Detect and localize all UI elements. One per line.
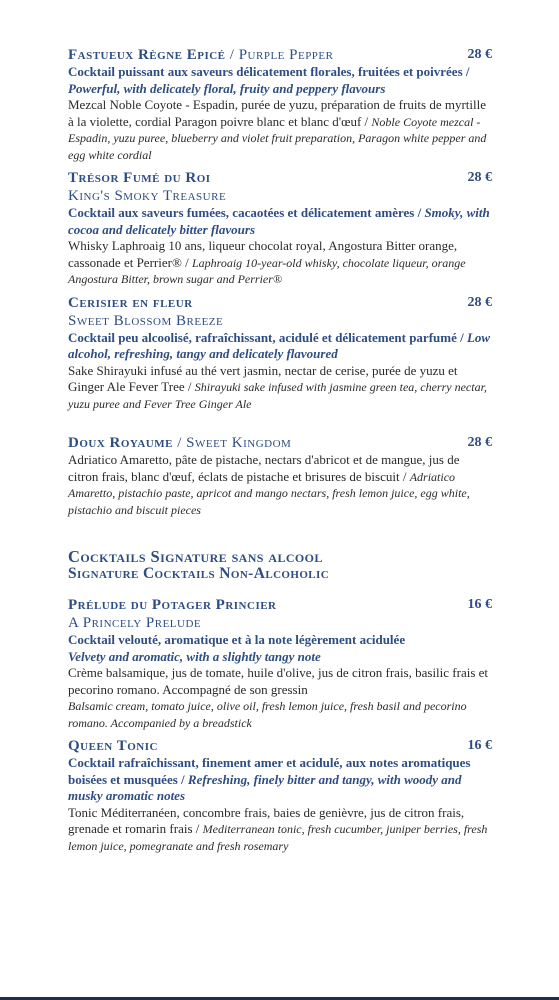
section-title-en: Signature Cocktails Non-Alcoholic [68, 565, 330, 582]
ing-fr: Mezcal Noble Coyote - Espadin, purée de yuzu, préparation de fruits de myrtille à la violette, cordial Paragon poivre blanc et blanc d'œuf [68, 97, 487, 129]
section-title-fr: Cocktails Signature sans alcool [68, 547, 323, 566]
ing-en: Noble Coyote mezcal - Espadin, yuzu puree, blueberry and violet fruit preparation, Paragon white pepper and egg white cordial [68, 114, 487, 162]
item-name-en: Sweet Kingdom [186, 435, 292, 451]
menu-item-kings-smoky-treasure [68, 169, 492, 288]
item-price: 16 € [467, 597, 492, 612]
menu-page [68, 46, 492, 860]
item-name-fr: Fastueux Règne Epicé [68, 47, 226, 63]
desc-en: Refreshing, finely bitter and tangy, with woody and musky aromatic notes [68, 771, 462, 803]
item-name-fr: Doux Royaume [68, 435, 173, 451]
item-name-en: A Princely Prelude [68, 615, 202, 631]
menu-item-sweet-kingdom [68, 434, 492, 518]
ing-en: Shirayuki sake infused with jasmine green tea, cherry nectar, yuzu puree and Fever Tree Ginger Ale [68, 380, 487, 411]
desc-fr: Cocktail peu alcoolisé, rafraîchissant, acidulé et délicatement parfumé [68, 329, 457, 345]
item-title-en [68, 187, 492, 205]
ing-fr: Tonic Méditerranéen, concombre frais, baies de genièvre, jus de citron frais, grenade et romarin frais [68, 804, 465, 836]
item-title-fr: Queen Tonic [68, 738, 158, 754]
ing-en: Mediterranean tonic, fresh cucumber, juniper berries, fresh lemon juice, pomegranate and fresh rosemary [68, 822, 488, 853]
menu-item-sweet-blossom-breeze [68, 294, 492, 413]
item-title-fr: Cerisier en fleur [68, 294, 193, 311]
desc-en: Low alcohol, refreshing, tangy and delicately flavoured [68, 329, 491, 361]
item-description: Cocktail aux saveurs fumées, cacaotées et délicatement amères / Smoky, with cocoa and delicately bitter flavours [68, 205, 490, 237]
item-ingredients: Mezcal Noble Coyote - Espadin, purée de yuzu, préparation de fruits de myrtille à la violette, cordial Paragon poivre blanc et blanc d'œuf / Noble Coyote mezcal - Espadin, yuzu puree, blueberry and violet fruit preparation, Paragon white pepper and egg white cordial [68, 97, 487, 162]
item-price: 16 € [467, 738, 492, 753]
item-ingredients: Tonic Méditerranéen, concombre frais, baies de genièvre, jus de citron frais, grenade et romarin frais / Mediterranean tonic, fresh cucumber, juniper berries, fresh lemon juice, pomegranate and fresh rosemary [68, 804, 488, 853]
desc-en: Powerful, with delicately floral, fruity and peppery flavours [68, 80, 386, 96]
item-title: Doux Royaume / Sweet Kingdom [68, 435, 292, 451]
item-price: 28 € [467, 170, 492, 185]
desc-en: Velvety and aromatic, with a slightly tangy note [68, 648, 321, 664]
ing-fr: Sake Shirayuki infusé au thé vert jasmin, nectar de cerise, purée de yuzu et Ginger Ale Fever Tree [68, 362, 458, 394]
ing-en: Laphroaig 10-year-old whisky, chocolate liqueur, orange Angostura Bitter, brown sugar and Perrier® [68, 255, 466, 286]
item-price: 28 € [467, 294, 492, 310]
item-title-en [68, 312, 492, 330]
item-description: Cocktail peu alcoolisé, rafraîchissant, acidulé et délicatement parfumé / Low alcohol, refreshing, tangy and delicately flavoured [68, 329, 491, 361]
item-name-en: Purple Pepper [238, 47, 334, 63]
menu-item-queen-tonic [68, 737, 492, 854]
desc-fr: Cocktail rafraîchissant, finement amer et acidulé, aux notes aromatiques boisées et musquées [68, 755, 471, 787]
item-description: Cocktail puissant aux saveurs délicatement florales, fruitées et poivrées / Powerful, with delicately floral, fruity and peppery flavours [68, 64, 470, 96]
desc-fr: Cocktail aux saveurs fumées, cacaotées et délicatement amères [68, 205, 415, 220]
item-name-en: King's Smoky Treasure [68, 188, 227, 204]
item-ingredients: Whisky Laphroaig 10 ans, liqueur chocolat royal, Angostura Bitter orange, cassonade et Perrier® / Laphroaig 10-year-old whisky, chocolate liqueur, orange Angostura Bitter, brown sugar and Perrier® [68, 238, 466, 286]
menu-item-purple-pepper [68, 46, 492, 163]
item-title-fr: Prélude du Potager Princier [68, 597, 277, 613]
item-ingredients: Adriatico Amaretto, pâte de pistache, nectars d'abricot et de mangue, jus de citron frais, blanc d'œuf, éclats de pistache et brisures de biscuit / Adriatico Amaretto, pistachio paste, apricot and mango nectars, fresh lemon juice, egg white, pistachio and biscuit pieces [68, 452, 470, 517]
ing-en: Adriatico Amaretto, pistachio paste, apricot and mango nectars, fresh lemon juice, egg white, pistachio and biscuit pieces [68, 469, 470, 517]
item-name-en: Sweet Blossom Breeze [68, 312, 224, 329]
desc-en: Smoky, with cocoa and delicately bitter flavours [68, 205, 490, 237]
item-title-fr: Trésor Fumé du Roi [68, 170, 211, 186]
ing-en: Balsamic cream, tomato juice, olive oil, fresh lemon juice, fresh basil and pecorino romano. Accompanied by a breadstick [68, 699, 467, 730]
ing-fr: Whisky Laphroaig 10 ans, liqueur chocolat royal, Angostura Bitter orange, cassonade et Perrier® [68, 238, 458, 270]
item-price: 28 € [467, 435, 492, 450]
ing-fr: Crème balsamique, jus de tomate, huile d'olive, jus de citron frais, basilic frais et pecorino romano. Accompagné de son gressin [68, 665, 489, 697]
item-description [68, 632, 492, 665]
desc-fr: Cocktail velouté, aromatique et à la note légèrement acidulée [68, 632, 406, 647]
item-description: Cocktail rafraîchissant, finement amer et acidulé, aux notes aromatiques boisées et musquées / Refreshing, finely bitter and tangy, with woody and musky aromatic notes [68, 755, 471, 803]
desc-fr: Cocktail puissant aux saveurs délicatement florales, fruitées et poivrées [68, 64, 463, 79]
item-ingredients [68, 665, 492, 731]
item-ingredients: Sake Shirayuki infusé au thé vert jasmin, nectar de cerise, purée de yuzu et Ginger Ale Fever Tree / Shirayuki sake infused with jasmine green tea, cherry nectar, yuzu puree and Fever Tree Ginger Ale [68, 362, 487, 411]
item-title-en [68, 614, 492, 632]
menu-item-princely-prelude [68, 596, 492, 731]
section-heading-non-alcoholic [68, 548, 492, 582]
item-title: Fastueux Règne Epicé / Purple Pepper [68, 47, 334, 63]
item-price: 28 € [467, 47, 492, 62]
ing-fr: Adriatico Amaretto, pâte de pistache, nectars d'abricot et de mangue, jus de citron frais, blanc d'œuf, éclats de pistache et brisures de biscuit [68, 452, 460, 484]
